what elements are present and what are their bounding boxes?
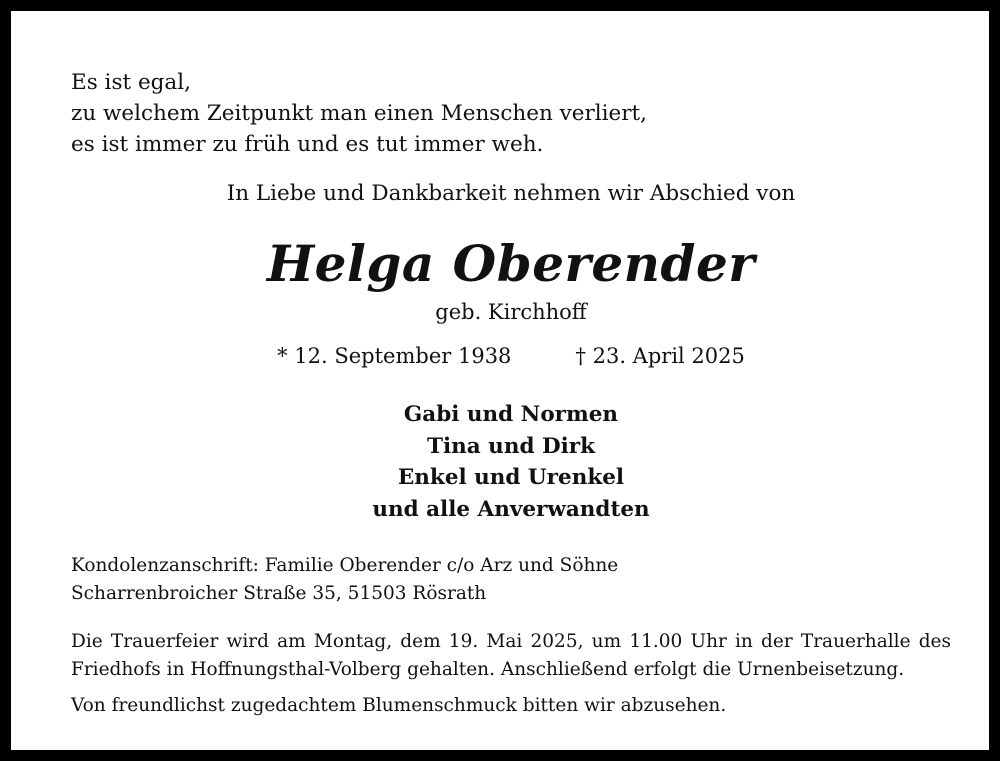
maiden-name: geb. Kirchhoff <box>435 300 587 324</box>
mourner-line: Enkel und Urenkel <box>397 465 625 490</box>
address-line: Scharrenbroicher Straße 35, 51503 Rösrath <box>71 583 487 604</box>
death-date: † 23. April 2025 <box>575 344 745 368</box>
birth-date: * 12. September 1938 <box>277 344 512 368</box>
farewell-intro: In Liebe und Dankbarkeit nehmen wir Abschied von <box>226 181 796 206</box>
condolence-address <box>71 552 951 608</box>
poem-line: zu welchem Zeitpunkt man einen Menschen verliert, <box>71 101 648 126</box>
mourners-list <box>71 399 951 525</box>
mourner-line: Tina und Dirk <box>426 433 596 459</box>
poem-line: Es ist egal, <box>71 70 191 95</box>
mourner-line: und alle Anverwandten <box>372 496 650 522</box>
poem <box>71 67 951 160</box>
ceremony-info: Die Trauerfeier wird am Montag, dem 19. Mai 2025, um 11.00 Uhr in der Trauerhalle des Friedhofs in Hoffnungsthal-Volberg gehalten. Anschließend erfolgt die Urnenbeisetzung. <box>71 631 951 680</box>
life-dates <box>71 341 951 371</box>
deceased-name: Helga Oberender <box>266 234 756 293</box>
poem-line: es ist immer zu früh und es tut immer weh. <box>71 132 544 157</box>
address-line: Kondolenzanschrift: Familie Oberender c/o Arz und Söhne <box>71 555 619 576</box>
mourner-line: Gabi und Normen <box>403 402 619 427</box>
flowers-note: Von freundlichst zugedachtem Blumenschmuck bitten wir abzusehen. <box>71 695 727 716</box>
